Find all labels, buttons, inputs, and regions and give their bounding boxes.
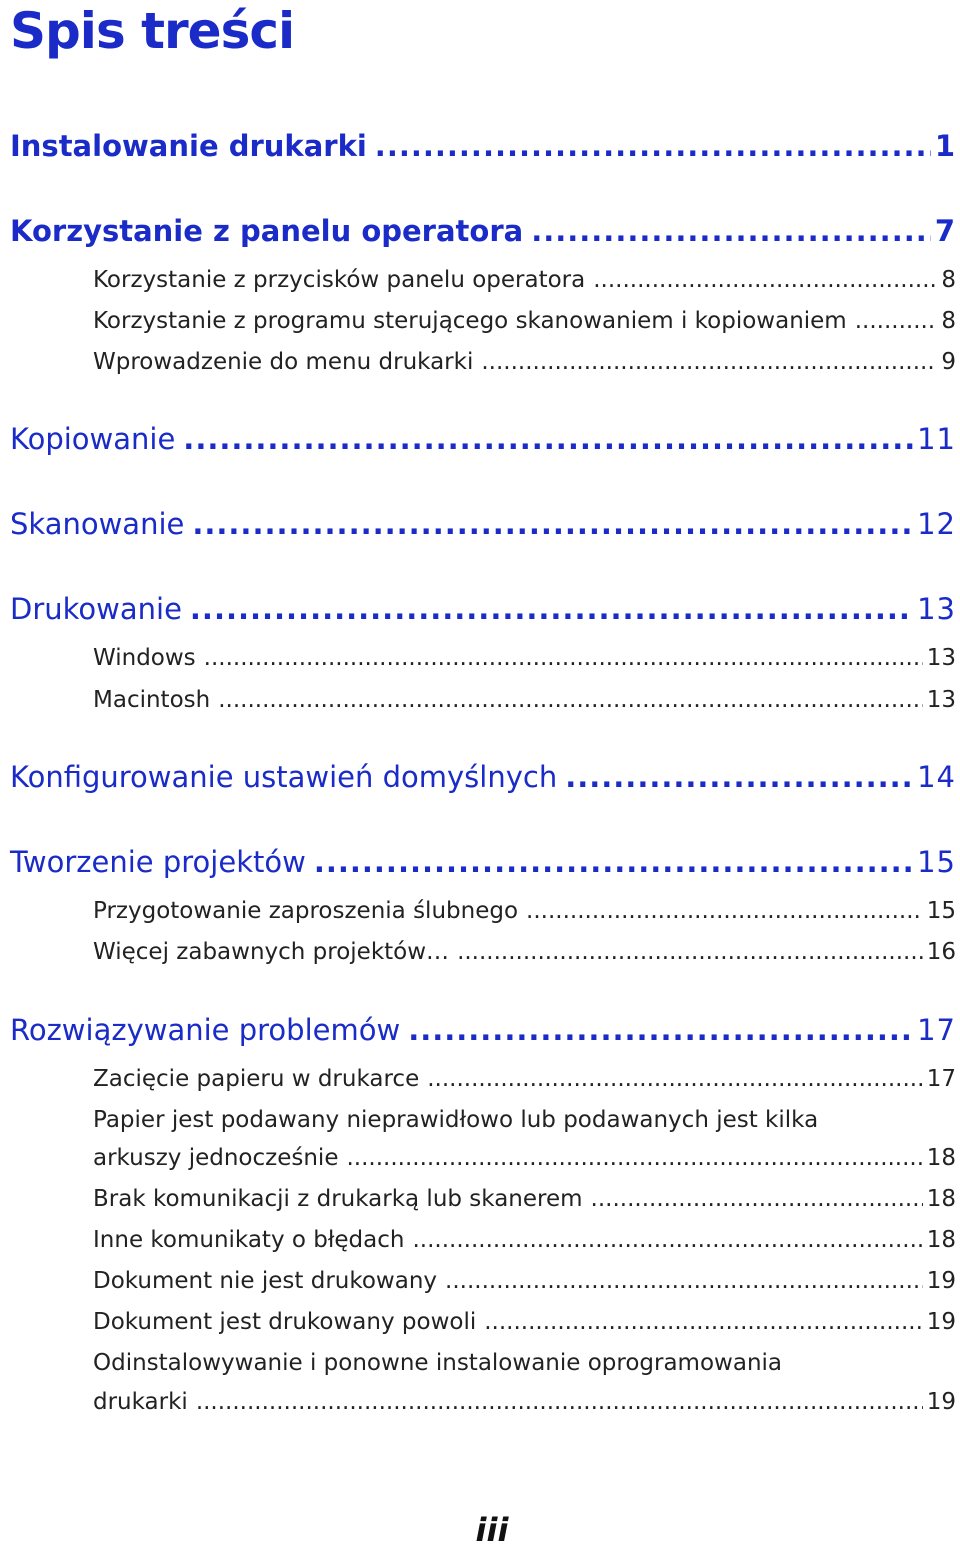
toc-dot-leader <box>190 591 913 627</box>
toc-dot-leader <box>445 1266 923 1296</box>
toc-dot-leader <box>484 1307 922 1337</box>
toc-section-entry[interactable] <box>93 1307 956 1337</box>
toc-page-number[interactable]: 18 <box>926 1227 956 1253</box>
toc-section-entry[interactable] <box>93 306 956 336</box>
toc-section-title[interactable]: Dokument nie jest drukowany <box>93 1268 438 1294</box>
toc-section-title[interactable]: Brak komunikacji z drukarką lub skanerem <box>93 1186 583 1212</box>
toc-page-number[interactable]: 18 <box>926 1145 956 1171</box>
toc-section-title-line2[interactable]: drukarki <box>93 1389 188 1415</box>
toc-dot-leader <box>204 643 923 673</box>
toc-section-title[interactable]: Dokument jest drukowany powoli <box>93 1309 477 1335</box>
toc-dot-leader <box>408 1012 913 1048</box>
toc-page-number[interactable]: 17 <box>926 1066 956 1092</box>
toc-chapter-entry[interactable] <box>10 1012 956 1048</box>
toc-page-number[interactable]: 1 <box>934 129 956 163</box>
toc-section-entry[interactable] <box>93 643 956 673</box>
toc-page-number[interactable]: 17 <box>917 1013 956 1047</box>
toc-dot-leader <box>314 844 913 880</box>
toc-page-number[interactable]: 11 <box>917 422 956 456</box>
toc-chapter-entry[interactable] <box>10 591 956 627</box>
toc-section-entry[interactable] <box>93 1225 956 1255</box>
toc-page-number[interactable]: 19 <box>926 1309 956 1335</box>
toc-dot-leader <box>427 1064 922 1094</box>
toc-chapter-title[interactable]: Instalowanie drukarki <box>10 129 367 163</box>
toc-chapter-entry[interactable] <box>10 128 956 164</box>
toc-page-number[interactable]: 13 <box>917 592 956 626</box>
toc-dot-leader <box>531 213 931 249</box>
toc-section-entry[interactable] <box>93 347 956 377</box>
toc-chapter-title[interactable]: Konfigurowanie ustawień domyślnych <box>10 760 558 794</box>
toc-chapter-entry[interactable] <box>10 421 956 457</box>
toc-section-title[interactable]: Inne komunikaty o błędach <box>93 1227 405 1253</box>
toc-section-entry[interactable] <box>93 1143 956 1173</box>
toc-page-number[interactable]: 15 <box>917 845 956 879</box>
toc-section-entry[interactable] <box>93 1184 956 1214</box>
toc-section-entry[interactable] <box>93 937 956 967</box>
toc-dot-leader <box>593 265 937 295</box>
toc-dot-leader <box>412 1225 922 1255</box>
toc-dot-leader <box>196 1387 923 1417</box>
toc-section-title-line2[interactable]: arkuszy jednocześnie <box>93 1145 339 1171</box>
toc-dot-leader <box>481 347 937 377</box>
toc-page-number[interactable]: 7 <box>934 214 956 248</box>
toc-section-entry[interactable] <box>93 265 956 295</box>
toc-page-number[interactable]: 16 <box>926 939 956 965</box>
toc-section-title-line1[interactable]: Papier jest podawany nieprawidłowo lub podawanych jest kilka <box>93 1107 819 1133</box>
toc-section-entry[interactable] <box>93 1064 956 1094</box>
toc-section-title[interactable]: Wprowadzenie do menu drukarki <box>93 349 474 375</box>
toc-chapter-entry[interactable] <box>10 759 956 795</box>
toc-section-entry[interactable] <box>93 685 956 715</box>
toc-chapter-entry[interactable] <box>10 213 956 249</box>
toc-section-title[interactable]: Windows <box>93 645 196 671</box>
toc-page-number[interactable]: 8 <box>941 308 956 334</box>
toc-dot-leader <box>855 306 938 336</box>
toc-chapter-title[interactable]: Skanowanie <box>10 507 185 541</box>
toc-section-title[interactable]: Macintosh <box>93 687 211 713</box>
toc-dot-leader <box>526 896 923 926</box>
toc-section-title[interactable]: Przygotowanie zaproszenia ślubnego <box>93 898 519 924</box>
toc-section-title[interactable]: Zacięcie papieru w drukarce <box>93 1066 420 1092</box>
toc-section-entry[interactable] <box>93 896 956 926</box>
toc-section-entry[interactable] <box>93 1387 956 1417</box>
toc-section-title-line1[interactable]: Odinstalowywanie i ponowne instalowanie oprogramowania <box>93 1350 783 1376</box>
toc-chapter-title[interactable]: Korzystanie z panelu operatora <box>10 214 524 248</box>
toc-chapter-title[interactable]: Rozwiązywanie problemów <box>10 1013 401 1047</box>
toc-page-number[interactable]: 15 <box>926 898 956 924</box>
toc-page-number[interactable]: 14 <box>917 760 956 794</box>
toc-page-number[interactable]: 13 <box>926 645 956 671</box>
toc-dot-leader <box>218 685 923 715</box>
toc-page-number[interactable]: 19 <box>926 1268 956 1294</box>
toc-page-number[interactable]: 12 <box>917 507 956 541</box>
toc-section-title[interactable]: Więcej zabawnych projektów… <box>93 939 450 965</box>
toc-dot-leader <box>375 128 931 164</box>
toc-page-number[interactable]: 18 <box>926 1186 956 1212</box>
toc-section-entry[interactable] <box>93 1266 956 1296</box>
toc-chapter-title[interactable]: Drukowanie <box>10 592 182 626</box>
toc-dot-leader <box>183 421 913 457</box>
toc-page-number[interactable]: 13 <box>926 687 956 713</box>
page-title: Spis treści <box>10 2 295 60</box>
toc-section-title[interactable]: Korzystanie z przycisków panelu operatora <box>93 267 586 293</box>
toc-chapter-title[interactable]: Tworzenie projektów <box>10 845 306 879</box>
toc-dot-leader <box>565 759 913 795</box>
toc-dot-leader <box>192 506 913 542</box>
toc-page-number[interactable]: 8 <box>941 267 956 293</box>
toc-dot-leader <box>346 1143 922 1173</box>
toc-page-number[interactable]: 19 <box>926 1389 956 1415</box>
toc-dot-leader <box>591 1184 923 1214</box>
toc-chapter-entry[interactable] <box>10 506 956 542</box>
toc-chapter-entry[interactable] <box>10 844 956 880</box>
toc-page-number[interactable]: 9 <box>941 349 956 375</box>
toc-section-title[interactable]: Korzystanie z programu sterującego skanowaniem i kopiowaniem <box>93 308 847 334</box>
toc-chapter-title[interactable]: Kopiowanie <box>10 422 176 456</box>
page-number-footer: iii <box>475 1511 509 1549</box>
toc-dot-leader <box>457 937 923 967</box>
